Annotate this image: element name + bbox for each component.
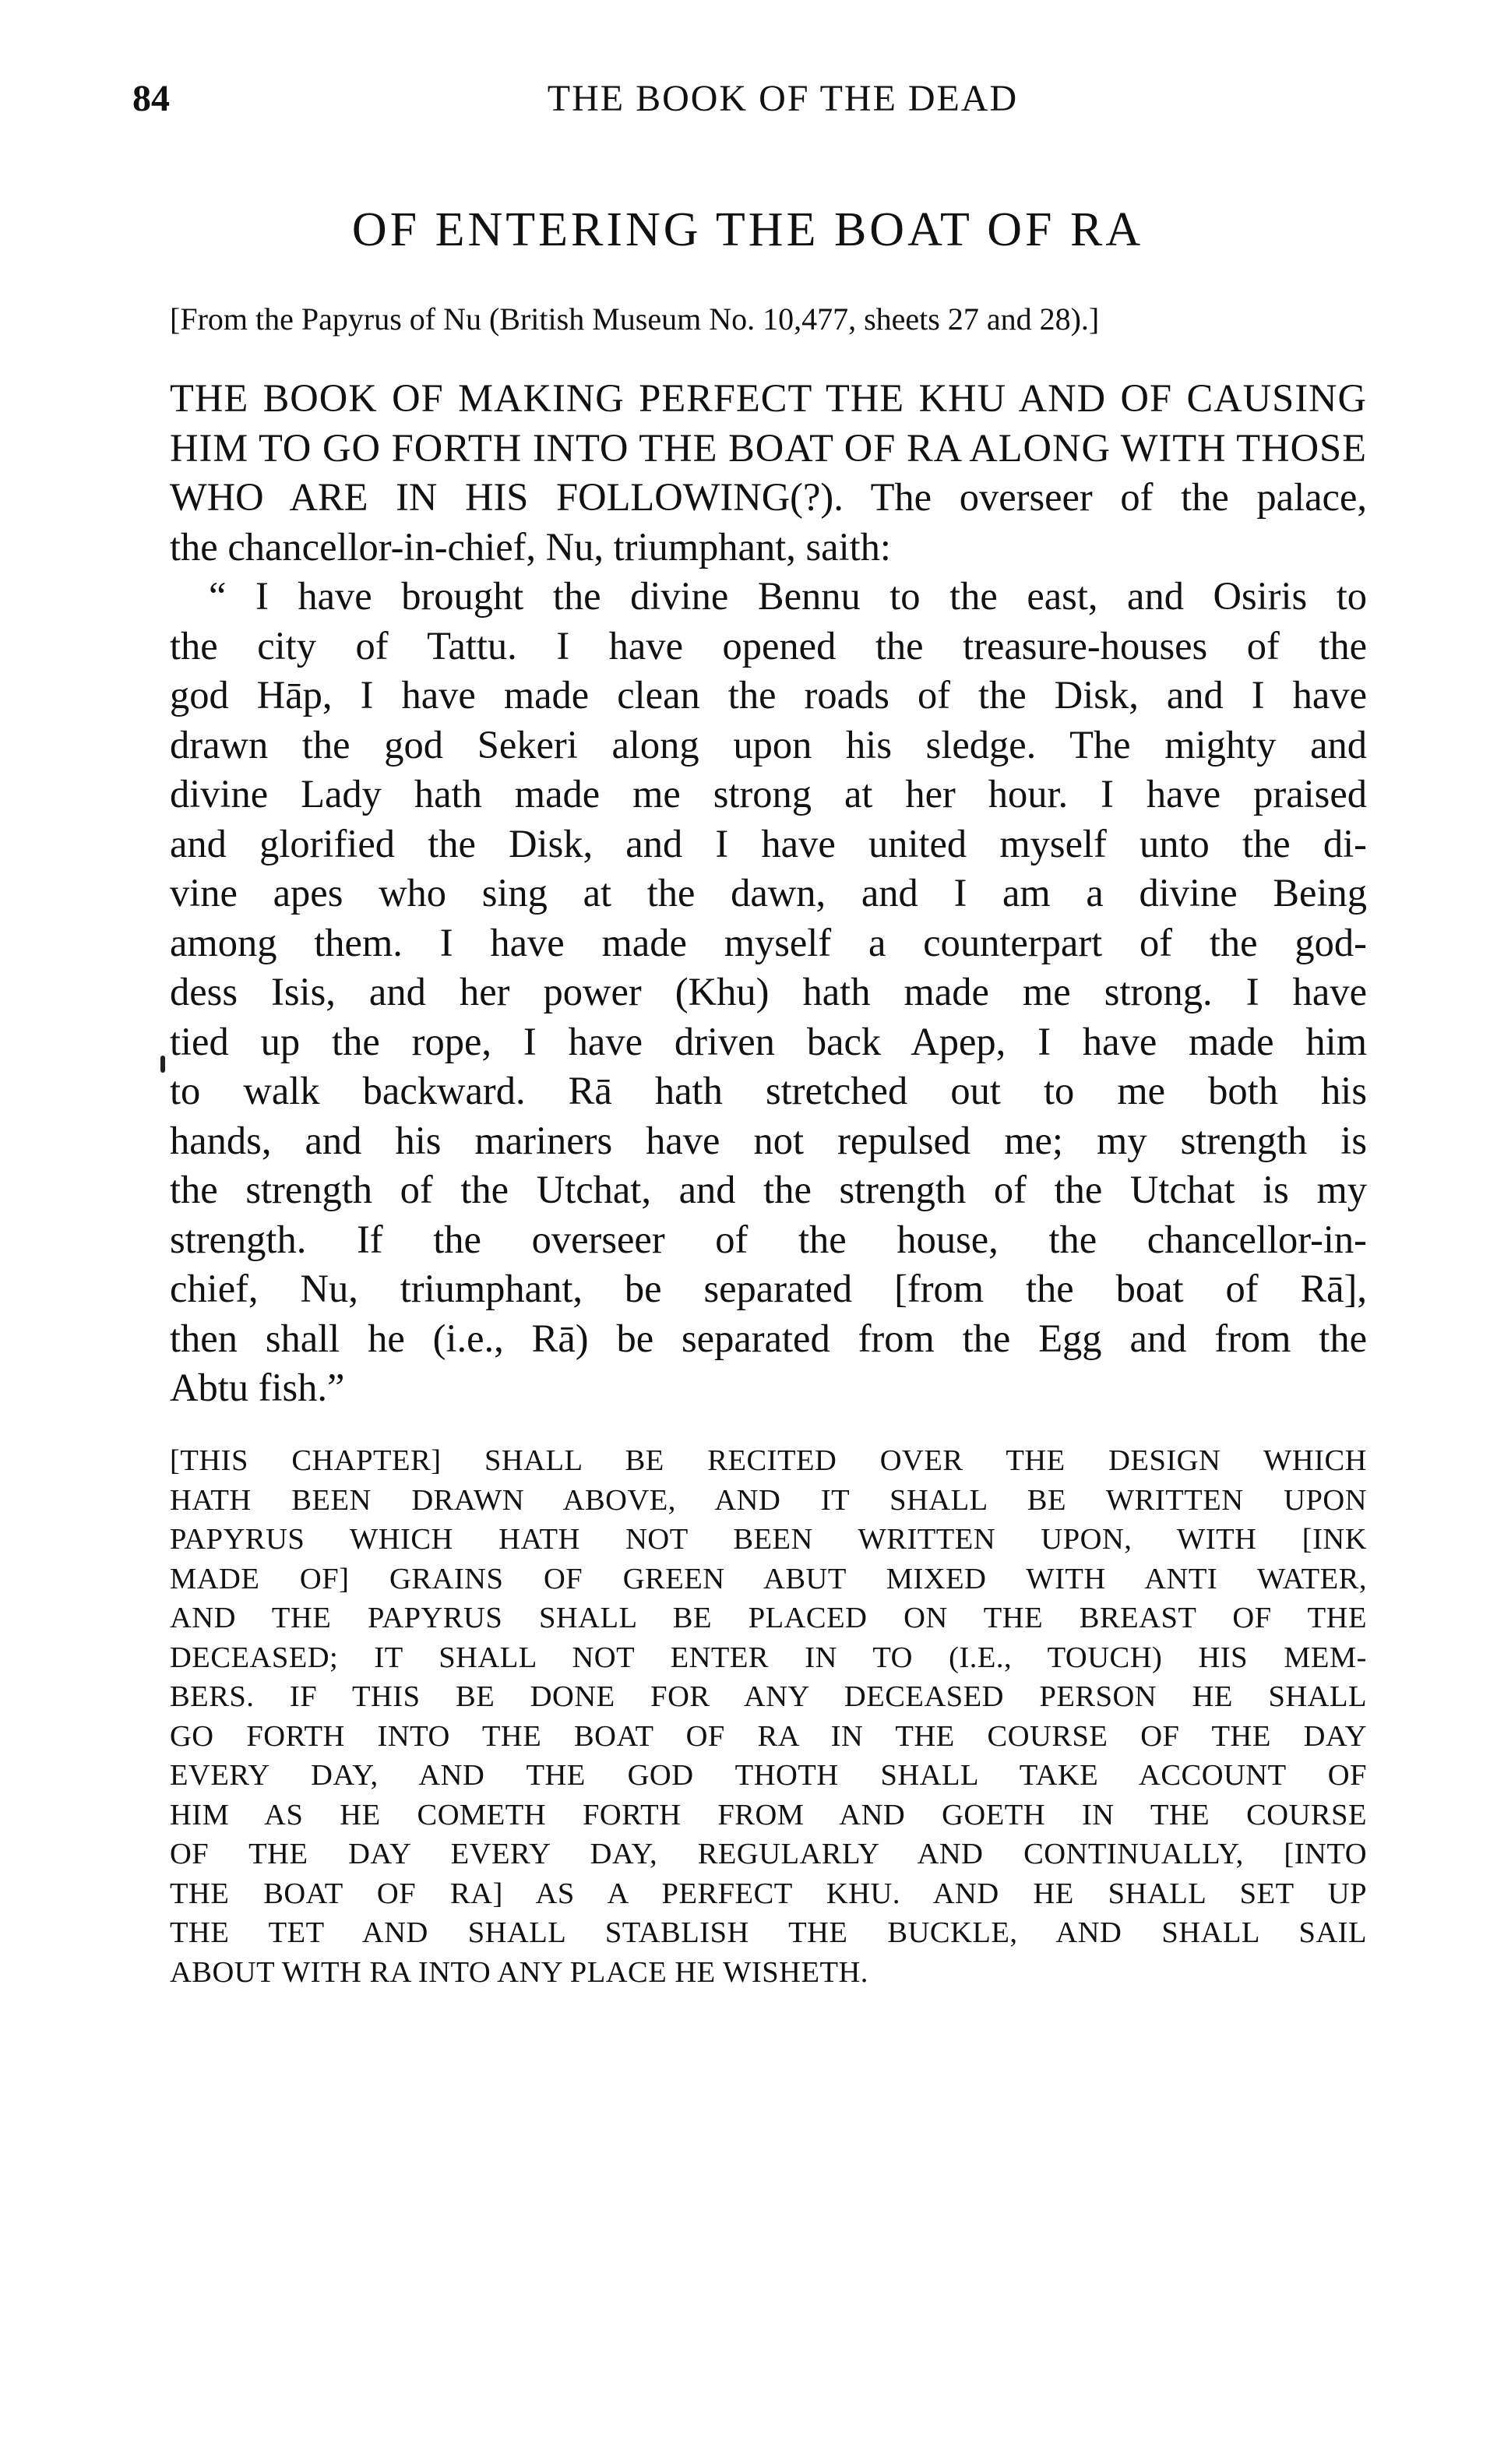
speech-line: tied up the rope, I have driven back Apep, I have made him [170, 1019, 1367, 1063]
rubric-line: THE BOAT OF RA] AS A PERFECT KHU. AND HE SHALL SET UP [170, 1877, 1367, 1910]
rubric-line: BERS. IF THIS BE DONE FOR ANY DECEASED PERSON HE SHALL [170, 1680, 1367, 1713]
rubric-line: HIM AS HE COMETH FORTH FROM AND GOETH IN THE COURSE [170, 1798, 1367, 1831]
speech-line: Abtu fish.” [170, 1366, 345, 1409]
rubric-text [170, 1441, 1367, 1992]
rubric-line: GO FORTH INTO THE BOAT OF RA IN THE COURSE OF THE DAY [170, 1719, 1367, 1753]
speech-line: “ I have brought the divine Bennu to the east, and Osiris to [209, 574, 1367, 618]
source-note: [From the Papyrus of Nu (British Museum No. 10,477, sheets 27 and 28).] [170, 301, 1100, 337]
chapter-title: OF ENTERING THE BOAT OF RA [351, 203, 1144, 256]
rubric-line: ABOUT WITH RA INTO ANY PLACE HE WISHETH. [170, 1955, 868, 1989]
speech-line: vine apes who sing at the dawn, and I am a divine Being [170, 871, 1367, 915]
speech-line: strength. If the overseer of the house, the chancellor-in- [170, 1217, 1367, 1261]
speech-line: to walk backward. Rā hath stretched out to me both his [170, 1069, 1367, 1112]
running-head [132, 72, 1371, 126]
speech-line: hands, and his mariners have not repulsed me; my strength is [170, 1118, 1367, 1162]
speech-line: divine Lady hath made me strong at her hour. I have praised [170, 772, 1367, 816]
margin-mark [160, 1056, 165, 1073]
rubric-line: [THIS CHAPTER] SHALL BE RECITED OVER THE DESIGN WHICH [170, 1444, 1367, 1477]
rubric-line: THE TET AND SHALL STABLISH THE BUCKLE, AND SHALL SAIL [170, 1916, 1367, 1949]
speech-line: chief, Nu, triumphant, be separated [from the boat of Rā], [170, 1267, 1367, 1310]
speech-line: then shall he (i.e., Rā) be separated from the Egg and from the [170, 1316, 1367, 1360]
rubric-line: EVERY DAY, AND THE GOD THOTH SHALL TAKE ACCOUNT OF [170, 1759, 1367, 1792]
rubric-line: AND THE PAPYRUS SHALL BE PLACED ON THE BREAST OF THE [170, 1602, 1367, 1634]
intro-line: the chancellor-in-chief, Nu, triumphant, saith: [170, 524, 891, 569]
speech-line: and glorified the Disk, and I have united myself unto the di- [170, 821, 1367, 865]
chapter-body [170, 374, 1367, 1413]
page-number: 84 [132, 78, 170, 119]
speech-line: dess Isis, and her power (Khu) hath made me strong. I have [170, 970, 1367, 1013]
speech-line: the city of Tattu. I have opened the treasure-houses of the [170, 623, 1367, 668]
rubric-line: HATH BEEN DRAWN ABOVE, AND IT SHALL BE WRITTEN UPON [170, 1483, 1367, 1517]
rubric-line: OF THE DAY EVERY DAY, REGULARLY AND CONTINUALLY, [INTO [170, 1838, 1367, 1870]
intro-line: THE BOOK OF MAKING PERFECT THE KHU AND OF CAUSING [170, 376, 1367, 420]
speech-line: among them. I have made myself a counterpart of the god- [170, 920, 1367, 964]
rubric-line: MADE OF] GRAINS OF GREEN ABUT MIXED WITH ANTI WATER, [170, 1562, 1367, 1595]
rubric-line: PAPYRUS WHICH HATH NOT BEEN WRITTEN UPON, WITH [INK [170, 1523, 1367, 1556]
speech-line: drawn the god Sekeri along upon his sledge. The mighty and [170, 722, 1367, 767]
speech-line: god Hāp, I have made clean the roads of the Disk, and I have [170, 673, 1367, 717]
speech-line: the strength of the Utchat, and the strength of the Utchat is my [170, 1168, 1367, 1211]
intro-line: HIM TO GO FORTH INTO THE BOAT OF RA ALONG WITH THOSE [170, 425, 1367, 470]
rubric-line: DECEASED; IT SHALL NOT ENTER IN TO (I.E., TOUCH) HIS MEM- [170, 1641, 1367, 1674]
intro-line: WHO ARE IN HIS FOLLOWING(?). The overseer of the palace, [170, 475, 1367, 519]
book-title: THE BOOK OF THE DEAD [547, 78, 1019, 119]
